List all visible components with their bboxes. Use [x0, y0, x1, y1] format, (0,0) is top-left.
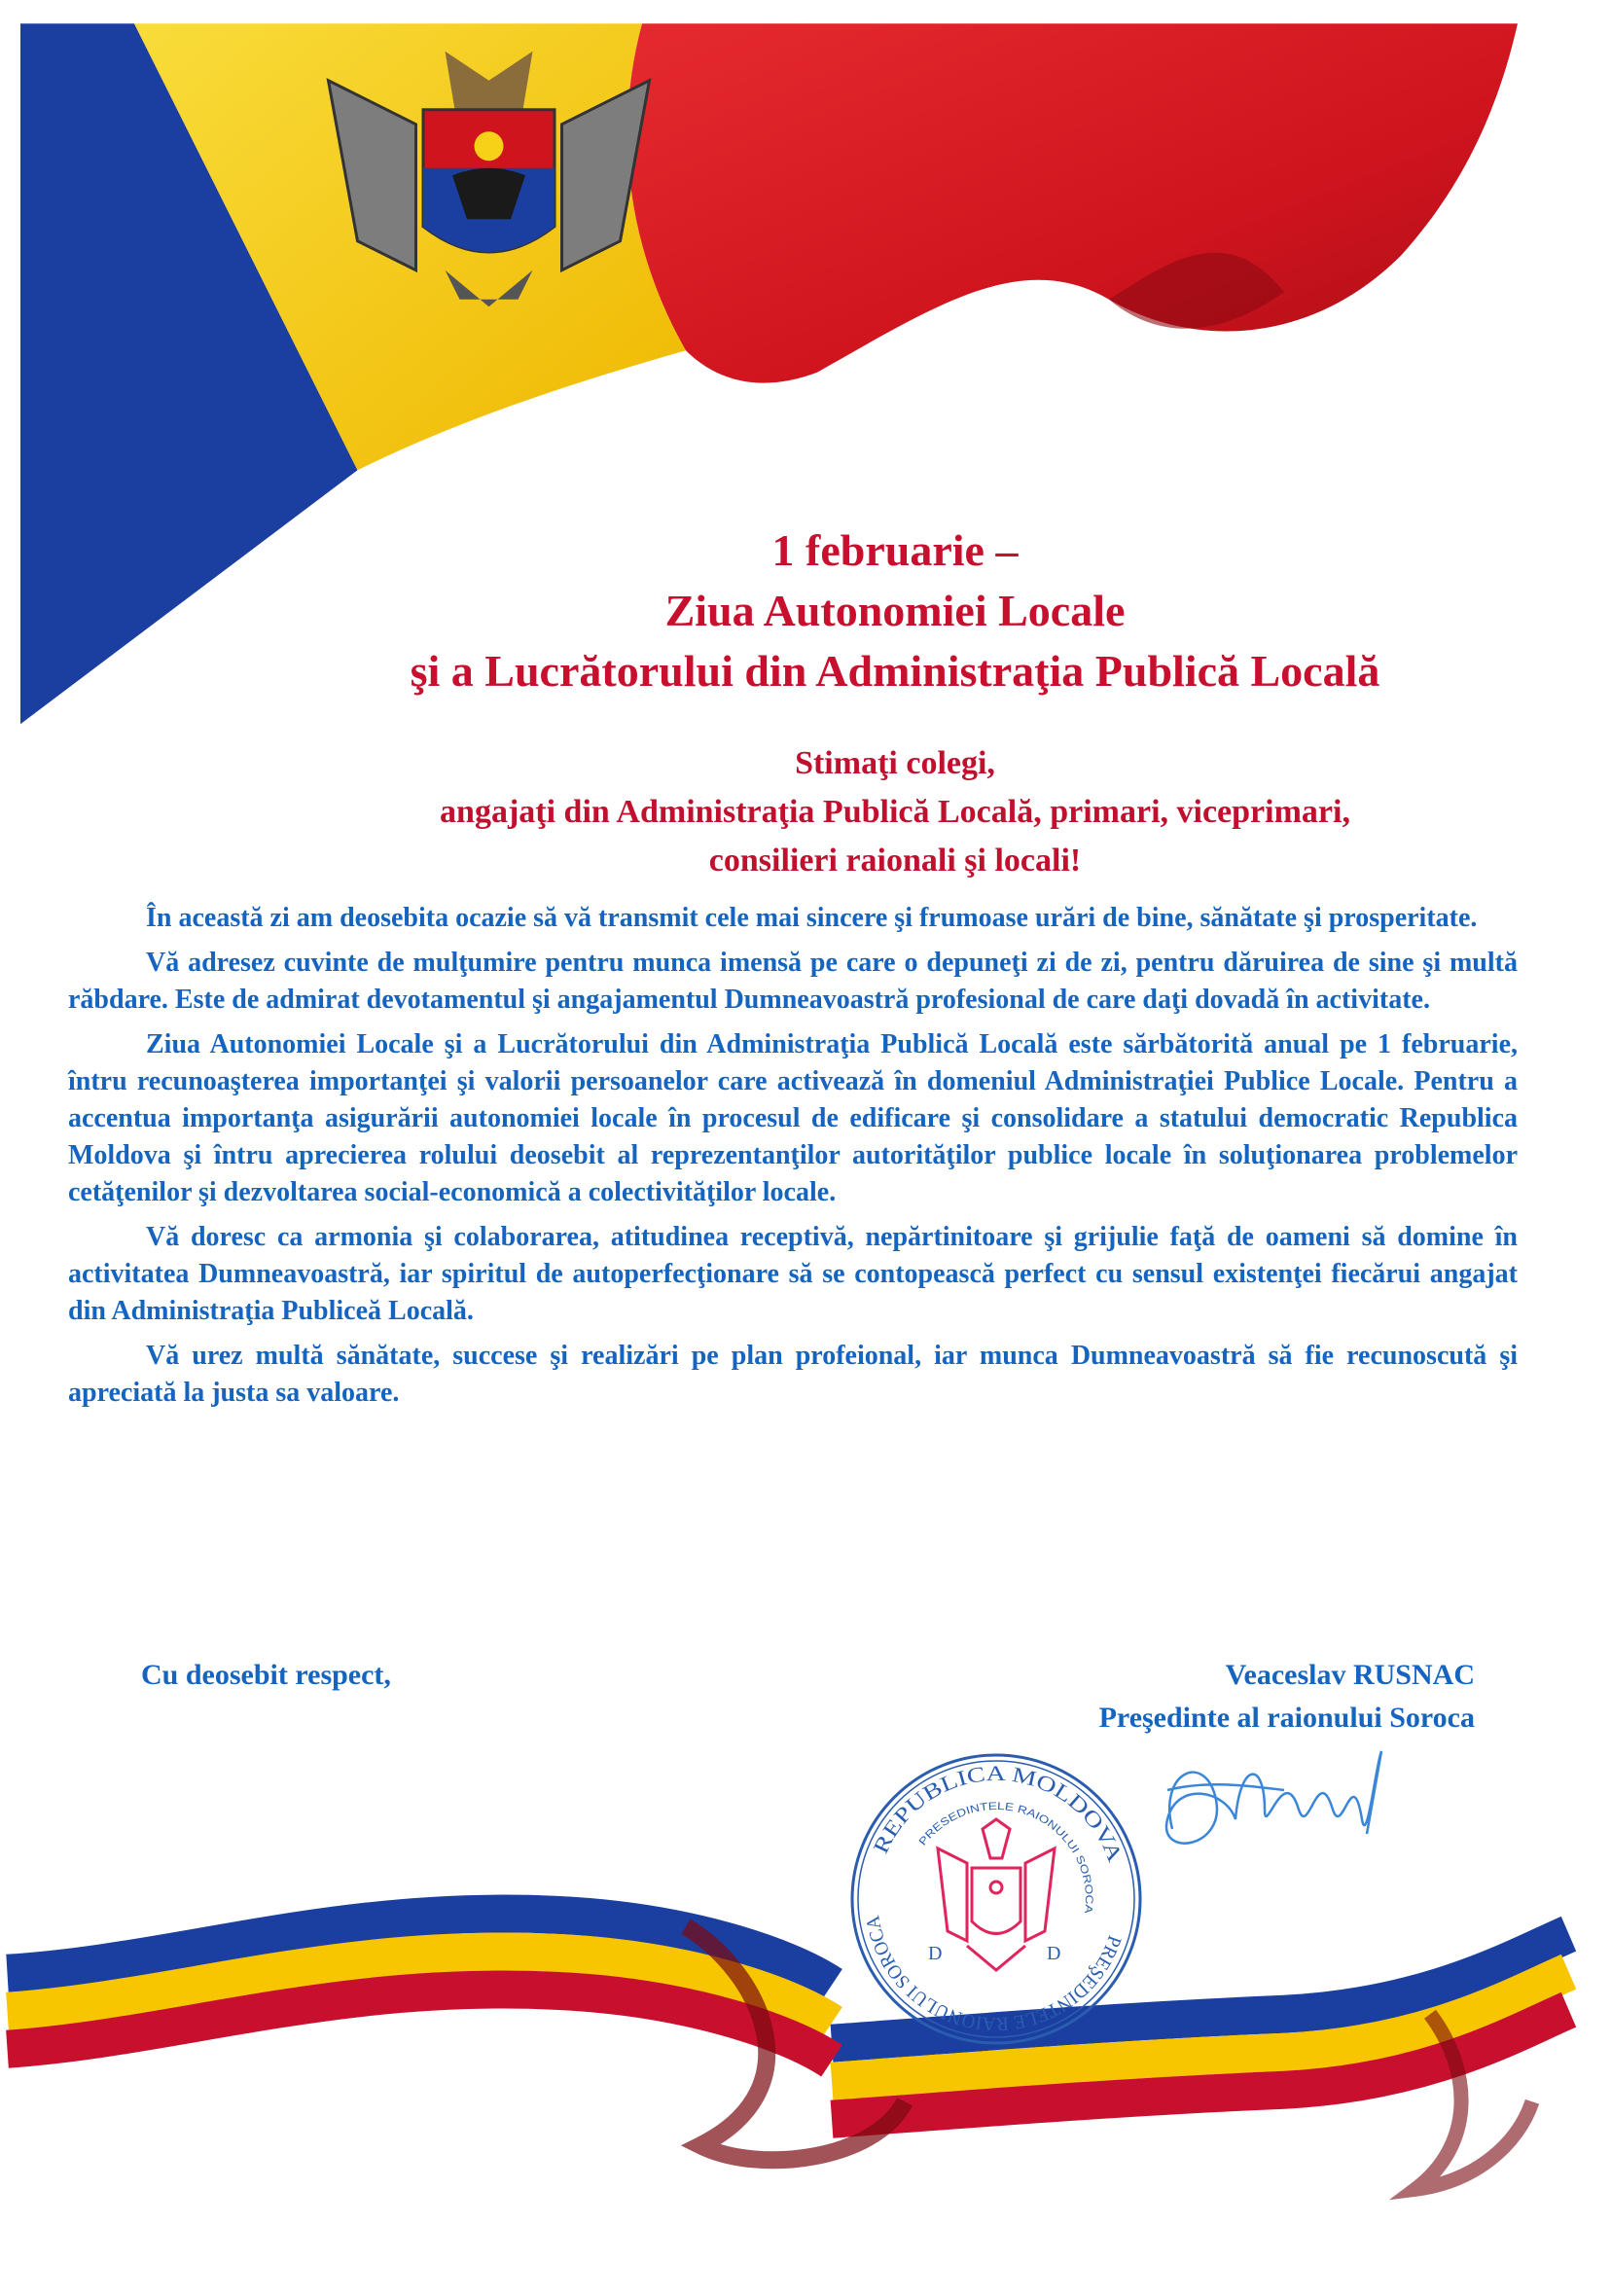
stamp-outer-top-text: REPUBLICA MOLDOVA — [868, 1760, 1127, 1862]
paragraph: Vă urez multă sănătate, succese şi realizări pe plan profeional, iar munca Dumneavoastră să fie recunoscută şi apreciată la justa sa valoare. — [68, 1341, 1518, 1408]
stamp-letter-left: D — [928, 1943, 943, 1964]
stamp-outer-bottom-text: PREŞEDINTELE RAIONULUI SOROCA — [862, 1913, 1126, 2035]
paragraph: Ziua Autonomiei Locale şi a Lucrătorului din Administraţia Publică Locală este sărbătorită anual pe 1 februarie, întru recunoaşterea importanţei şi valorii persoanelor care activează în domeniul Administraţiei Publice Locale. Pentru a accentua importanţa asigurării autonomiei locale în procesul de edificare şi consolidare a statului democratic Republica Moldova şi întru aprecierea rolului deosebit al reprezentanţilor autorităţilor publice locale în soluţionarea problemelor cetăţenilor şi dezvoltarea social-economică a colectivităţilor locale. — [68, 1029, 1518, 1207]
salutation-line-3: consilieri raionali şi locali! — [708, 843, 1082, 879]
salutation-line-2: angajaţi din Administraţia Publică Locală, primari, viceprimari, — [440, 794, 1350, 830]
paragraph: În această zi am deosebita ocazie să vă transmit cele mai sincere şi frumoase urări de bine, sănătate şi prosperitate. — [146, 903, 1478, 933]
svg-text:PREŞEDINTELE RAIONULUI SOROCA — [862, 1914, 1125, 2034]
closing-phrase: Cu deosebit respect, — [141, 1659, 391, 1691]
stamp-letter-right: D — [1047, 1943, 1061, 1964]
title-line-2: Ziua Autonomiei Locale — [664, 586, 1126, 635]
paragraph: Vă adresez cuvinte de mulţumire pentru munca imensă pe care o depuneţi zi de zi, pentru dăruirea de sine şi multă răbdare. Este de admirat devotamentul şi angajamentul Dumneavoastră profesional de care daţi dovadă în activitate. — [68, 948, 1518, 1015]
stamp-coat-of-arms-icon — [938, 1819, 1055, 1970]
svg-text:REPUBLICA MOLDOVA — [868, 1761, 1128, 1865]
signer-position: Preşedinte al raionului Soroca — [1098, 1702, 1475, 1734]
stamp-inner-text: PRESEDINTELE RAIONULUI SOROCA — [916, 1800, 1095, 1913]
signer-name: Veaceslav RUSNAC — [1225, 1659, 1475, 1691]
salutation-line-1: Stimaţi colegi, — [795, 745, 995, 781]
title-line-1: 1 februarie – — [771, 525, 1019, 575]
paragraph: Vă doresc ca armonia şi colaborarea, atitudinea receptivă, nepărtinitoare şi grijulie faţă de oameni să domine în activitatea Dumneavoastră, iar spiritul de autoperfecţionare să se contopească perfect cu sensul existenţei fiecărui angajat din Administraţia Publiceă Locală. — [68, 1222, 1518, 1326]
title-line-3: şi a Lucrătorului din Administraţia Publică Locală — [410, 646, 1380, 696]
handwritten-signature — [1166, 1751, 1381, 1844]
